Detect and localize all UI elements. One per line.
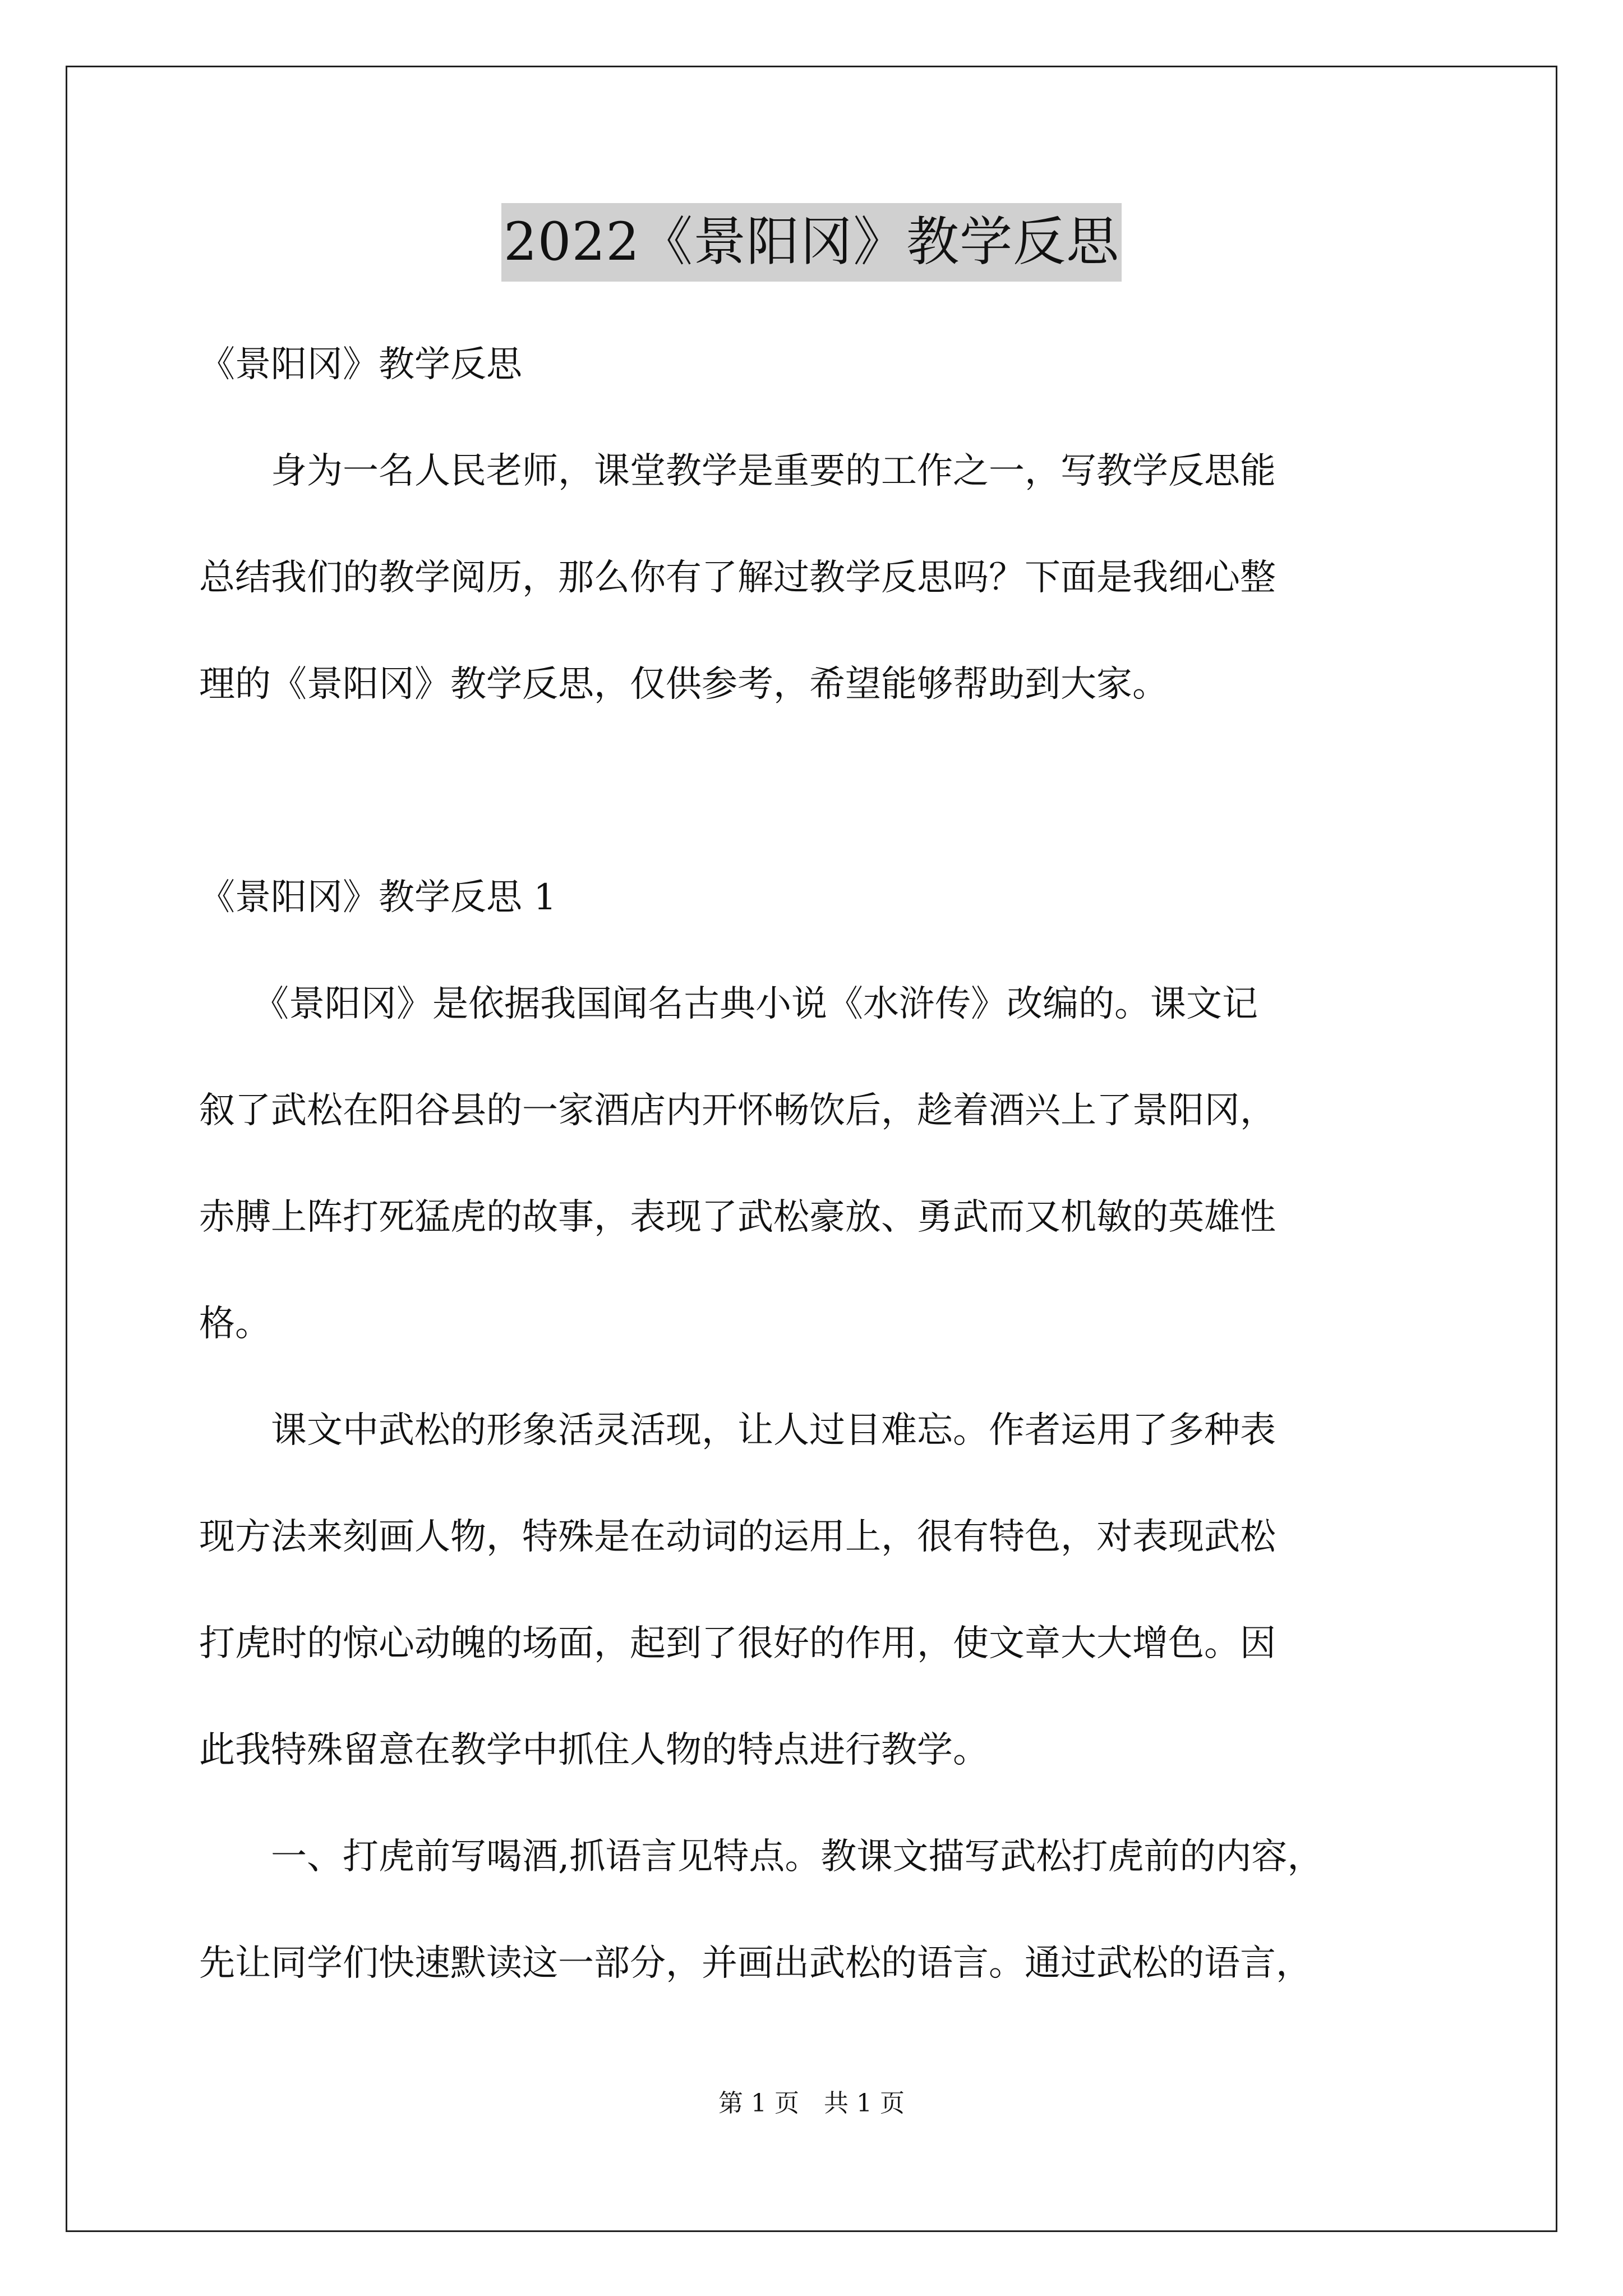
body-line: 叙了武松在阳谷县的一家酒店内开怀畅饮后，趁着酒兴上了景阳冈， [199, 1090, 1276, 1131]
document-title: 2022《景阳冈》教学反思 [501, 203, 1122, 282]
body-line: 《景阳冈》教学反思 [199, 344, 522, 385]
body-line: 赤膊上阵打死猛虎的故事，表现了武松豪放、勇武而又机敏的英雄性 [199, 1197, 1276, 1238]
section-heading: 《景阳冈》教学反思 1 [199, 877, 557, 918]
paragraph-gap [199, 738, 1427, 844]
body-line: 总结我们的教学阅历，那么你有了解过教学反思吗？下面是我细心整 [199, 557, 1276, 599]
body-line: 理的《景阳冈》教学反思，仅供参考，希望能够帮助到大家。 [199, 664, 1168, 705]
page-footer: 第 1 页 共 1 页 [718, 2089, 905, 2118]
body-line: 打虎时的惊心动魄的场面，起到了很好的作用，使文章大大增色。因 [199, 1623, 1276, 1664]
document-body [199, 311, 1427, 2017]
body-line: 课文中武松的形象活灵活现，让人过目难忘。作者运用了多种表 [199, 1410, 1276, 1451]
body-line: 现方法来刻画人物，特殊是在动词的运用上，很有特色，对表现武松 [199, 1516, 1276, 1558]
body-line: 格。 [199, 1303, 271, 1345]
body-line: 《景阳冈》是依据我国闻名古典小说《水浒传》改编的。课文记 [199, 983, 1258, 1025]
body-line: 先让同学们快速默读这一部分，并画出武松的语言。通过武松的语言， [199, 1943, 1312, 1984]
body-line: 此我特殊留意在教学中抓住人物的特点进行教学。 [199, 1729, 989, 1771]
title-container [0, 203, 1623, 282]
body-line: 一、打虎前写喝酒,抓语言见特点。教课文描写武松打虎前的内容， [199, 1836, 1324, 1878]
body-line: 身为一名人民老师，课堂教学是重要的工作之一，写教学反思能 [199, 450, 1276, 492]
